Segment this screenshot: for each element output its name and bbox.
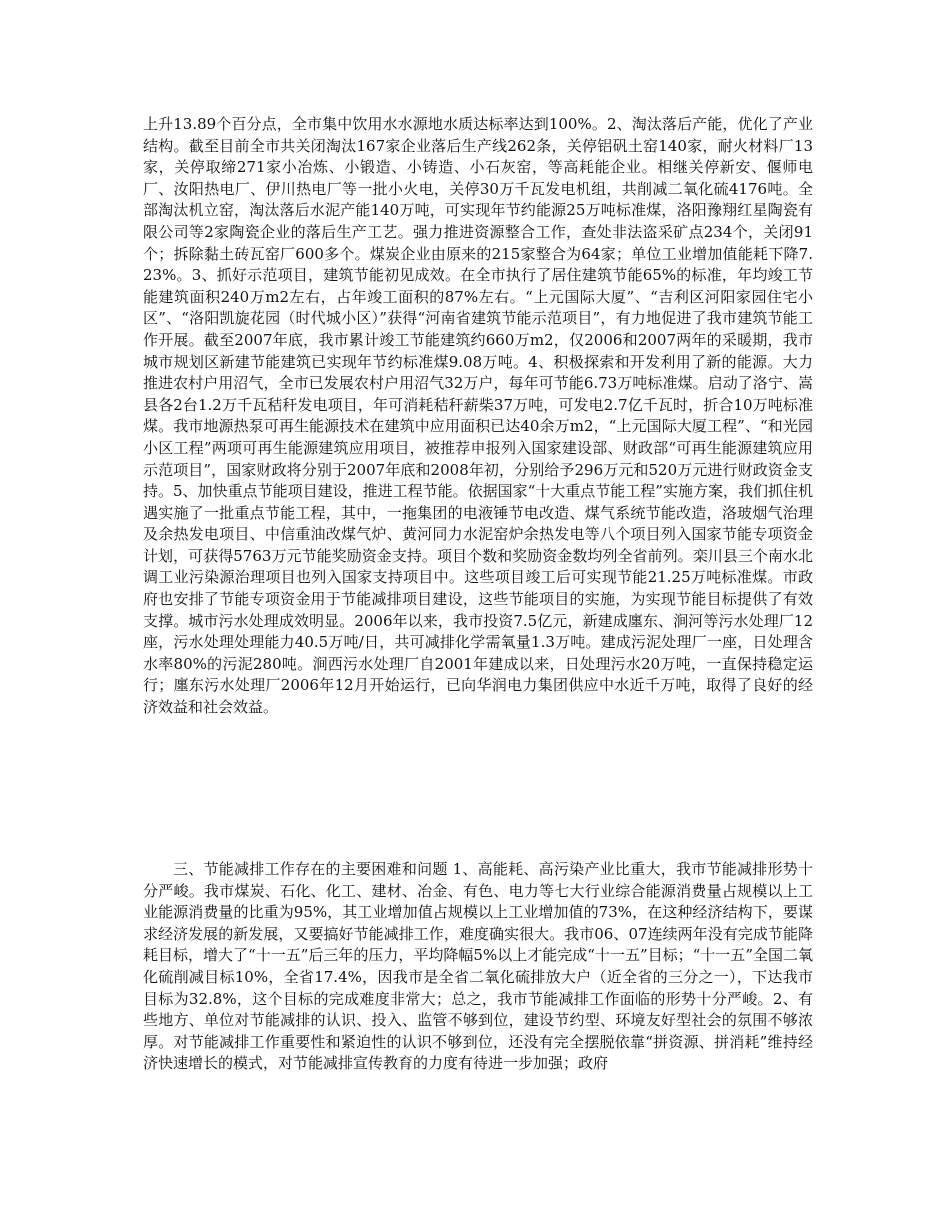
body-paragraph: 上升13.89个百分点，全市集中饮用水水源地水质达标率达到100%。2、淘汰落后产能，优化了产业结构。截至目前全市共关闭淘汰167家企业落后生产线262条，关停铝矾土窑140家，耐火材料厂13家，关停取缔271家小冶炼、小锻造、小铸造、小石灰窑，等高耗能企业。相继关停新安、偃师电厂、汝阳热电厂、伊川热电厂等一批小火电，关停30万千瓦发电机组，共削减二氧化硫4176吨。全部淘汰机立窑，淘汰落后水泥产能140万吨，可实现年节约能源25万吨标准煤，洛阳豫翔红星陶瓷有限公司等2家陶瓷企业的落后生产工艺。强力推进资源整合工作，查处非法盗采矿点234个，关闭91个；拆除黏土砖瓦窑厂600多个。煤炭企业由原来的215家整合为64家；单位工业增加值能耗下降7.23%。3、抓好示范项目，建筑节能初见成效。在全市执行了居住建筑节能65%的标准，年均竣工节能建筑面积240万m2左右，占年竣工面积的87%左右。“上元国际大厦”、“吉利区河阳家园住宅小区”、“洛阳凯旋花园（时代城小区）”获得“河南省建筑节能示范项目”，有力地促进了我市建筑节能工作开展。截至2007年底，我市累计竣工节能建筑约660万m2，仅2006和2007两年的采暖期，我市城市规划区新建节能建筑已实现年节约标准煤9.08万吨。4、积极探索和开发利用了新的能源。大力推进农村户用沼气，全市已发展农村户用沼气32万户，每年可节能6.73万吨标准煤。启动了洛宁、嵩县各2台1.2万千瓦秸秆发电项目，年可消耗秸秆薪柴37万吨，可发电2.7亿千瓦时，折合10万吨标准煤。我市地源热泵可再生能源技术在建筑中应用面积已达40余万m2，“上元国际大厦工程”、“和光园小区工程”两项可再生能源建筑应用项目，被推荐申报列入国家建设部、财政部“可再生能源建筑应用示范项目”，国家财政将分别于2007年底和2008年初，分别给予296万元和520万元进行财政资金支持。5、加快重点节能项目建设，推进工程节能。依据国家“十大重点节能工程”实施方案，我们抓住机遇实施了一批重点节能工程，其中，一拖集团的电液锤节电改造、煤气系统节能改造，洛玻烟气治理及余热发电项目、中信重油改煤气炉、黄河同力水泥窑炉余热发电等八个项目列入国家节能专项资金计划，可获得5763万元节能奖励资金支持。项目个数和奖励资金数均列全省前列。栾川县三个南水北调工业污染源治理项目也列入国家支持项目中。这些项目竣工后可实现节能21.25万吨标准煤。市政府也安排了节能专项资金用于节能减排项目建设，这些节能项目的实施，为实现节能目标提供了有效支撑。城市污水处理成效明显。2006年以来，我市投资7.5亿元，新建成廛东、涧河等污水处理厂12座，污水处理处理能力40.5万吨/日，共可减排化学需氧量1.3万吨。建成污泥处理厂一座，日处理含水率80%的污泥280吨。涧西污水处理厂自2001年建成以来，日处理污水20万吨，一直保持稳定运行；廛东污水处理厂2006年12月开始运行，已向华润电力集团供应中水近千万吨，取得了良好的经济效益和社会效益。 xyxy=(143,115,813,717)
body-paragraph: 三、节能减排工作存在的主要困难和问题 1、高能耗、高污染产业比重大，我市节能减排形势十分严峻。我市煤炭、石化、化工、建材、冶金、有色、电力等七大行业综合能源消费量占规模以上工业能源消费量的比重为95%，其工业增加值占规模以上工业增加值的73%，在这种经济结构下，要谋求经济发展的新发展，又要搞好节能减排工作，难度确实很大。我市06、07连续两年没有完成节能降耗目标，增大了“十一五”后三年的压力，平均降幅5%以上才能完成“十一五”目标；“十一五”全国二氧化硫削减目标10%，全省17.4%，因我市是全省二氧化硫排放大户（近全省的三分之一），下达我市目标为32.8%，这个目标的完成难度非常大；总之，我市节能减排工作面临的形势十分严峻。2、有些地方、单位对节能减排的认识、投入、监管不够到位，建设节约型、环境友好型社会的氛围不够浓厚。对节能减排工作重要性和紧迫性的认识不够到位，还没有完全摆脱依靠“拼资源、拼消耗”维持经济快速增长的模式，对节能减排宣传教育的力度有待进一步加强；政府 xyxy=(143,860,813,1073)
